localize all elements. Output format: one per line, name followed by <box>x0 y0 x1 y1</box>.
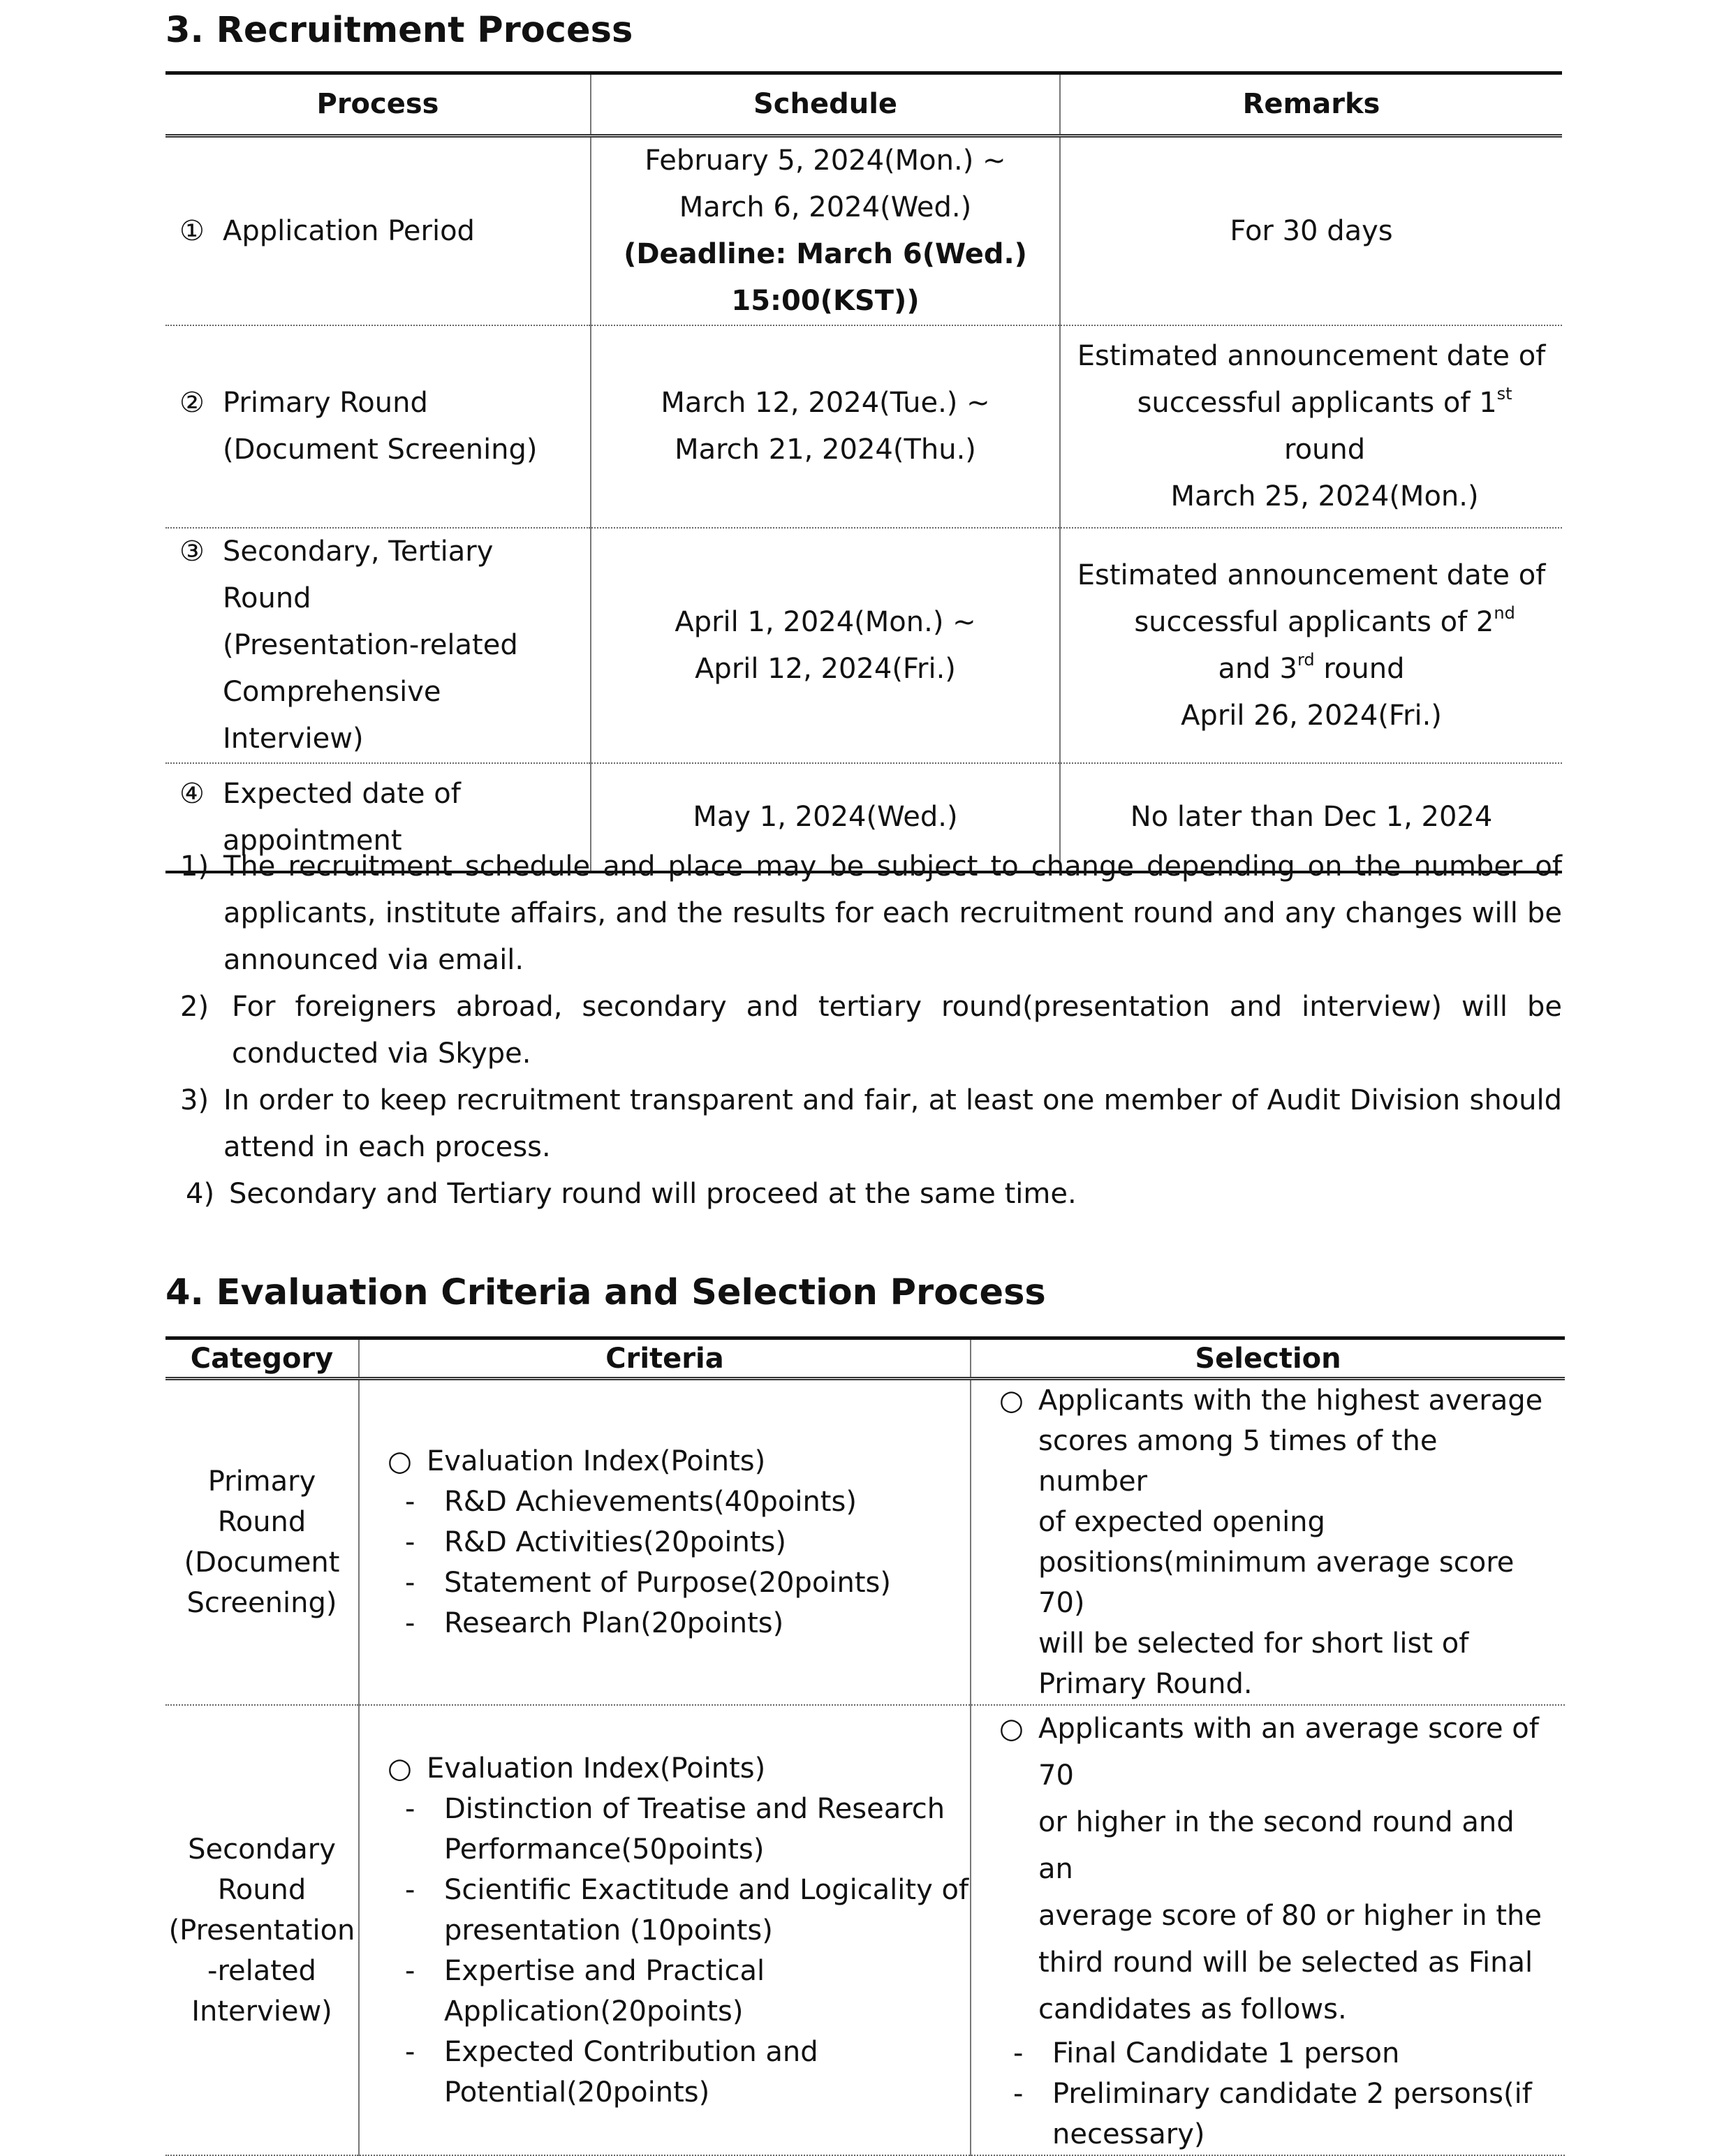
process-text: Primary Round (Document Screening) <box>223 387 538 466</box>
note-text: The recruitment schedule and place may be subject to change depending on the number of applicants, institute affairs, and the results for each recruitment round and any changes will be announced via email. <box>223 850 1562 976</box>
note-text: Secondary and Tertiary round will proceed at the same time. <box>229 1178 1077 1210</box>
list-item: - Expertise and Practical Application(20points) <box>405 1954 765 2028</box>
note-text: For foreigners abroad, secondary and tertiary round(presentation and interview) will be conducted via Skype. <box>232 991 1562 1070</box>
note-item <box>180 1171 1562 1218</box>
process-cell <box>165 528 591 763</box>
note-number: 4) <box>186 1178 215 1210</box>
table-row <box>165 1705 1565 2155</box>
schedule-cell: April 1, 2024(Mon.) ~ April 12, 2024(Fri.) <box>591 528 1060 763</box>
list-item: - Scientific Exactitude and Logicality of presentation (10points) <box>405 1873 969 1947</box>
selection-cell: ○ Applicants with an average score of 70 or higher in the second round and an average score of 80 or higher in the third round will be selected as Final candidates as follows. - Final Candidate 1 person - Preliminary candidate 2 persons(if necessary) <box>971 1705 1565 2155</box>
process-text: Secondary, Tertiary Round (Presentation-related Comprehensive Interview) <box>223 536 518 755</box>
remarks-cell: Estimated announcement date of successful applicants of 1st round March 25, 2024(Mon.) <box>1060 325 1562 528</box>
bullet-circle: ○ <box>388 1445 412 1477</box>
list-item: - Expected Contribution and Potential(20points) <box>405 2035 818 2109</box>
list-item: - R&D Activities(20points) <box>405 1526 786 1558</box>
column-header-selection: Selection <box>971 1338 1565 1379</box>
note-number: 3) <box>180 1084 209 1116</box>
criteria-cell: ○ Evaluation Index(Points) - R&D Achievements(40points) - R&D Activities(20points) - Statement of Purpose(20points) - Research Plan(20points) <box>359 1379 971 1706</box>
schedule-cell: March 12, 2024(Tue.) ~ March 21, 2024(Thu.) <box>591 325 1060 528</box>
schedule-cell: February 5, 2024(Mon.) ~ March 6, 2024(Wed.) (Deadline: March 6(Wed.) 15:00(KST)) <box>591 136 1060 326</box>
note-number: 2) <box>180 991 209 1023</box>
process-cell <box>165 325 591 528</box>
remarks-cell: For 30 days <box>1060 136 1562 326</box>
table-row <box>165 136 1562 326</box>
category-cell: Primary Round (Document Screening) <box>165 1379 359 1706</box>
step-number: ② <box>179 387 205 419</box>
step-number: ④ <box>179 777 205 810</box>
note-item <box>180 843 1562 984</box>
note-number: 1) <box>180 850 209 883</box>
process-cell <box>165 136 591 326</box>
note-item <box>180 1077 1562 1171</box>
bullet-circle: ○ <box>388 1752 412 1785</box>
table-header-row <box>165 73 1562 136</box>
section-title-evaluation-criteria: 4. Evaluation Criteria and Selection Process <box>165 1272 1046 1313</box>
section-title-recruitment-process: 3. Recruitment Process <box>165 10 633 51</box>
note-item <box>180 984 1562 1077</box>
list-item: - Preliminary candidate 2 persons(if necessary) <box>1013 2078 1532 2150</box>
column-header-schedule: Schedule <box>591 73 1060 136</box>
column-header-remarks: Remarks <box>1060 73 1562 136</box>
table-header-row <box>165 1338 1565 1379</box>
table-row <box>165 325 1562 528</box>
bullet-circle: ○ <box>999 1713 1024 1745</box>
bullet-circle: ○ <box>999 1385 1024 1417</box>
remarks-cell: Estimated announcement date of successful applicants of 2nd and 3rd round April 26, 2024(Fri.) <box>1060 528 1562 763</box>
step-number: ① <box>179 214 205 247</box>
table-row <box>165 1379 1565 1706</box>
schedule-cell: May 1, 2024(Wed.) <box>591 763 1060 872</box>
column-header-process: Process <box>165 73 591 136</box>
list-item: - Final Candidate 1 person <box>1013 2037 1400 2069</box>
table-row <box>165 528 1562 763</box>
recruitment-notes <box>180 843 1562 1218</box>
evaluation-criteria-table <box>165 1336 1565 2156</box>
recruitment-process-table <box>165 71 1562 873</box>
process-text: Application Period <box>223 214 475 247</box>
list-item: - Research Plan(20points) <box>405 1607 784 1639</box>
criteria-cell: ○ Evaluation Index(Points) - Distinction of Treatise and Research Performance(50points) - Scientific Exactitude and Logicality of presentation (10points) - Expertise and Practical Application(20points) - Expected Contribution and Potential(20points) <box>359 1705 971 2155</box>
list-item: - Statement of Purpose(20points) <box>405 1567 891 1599</box>
process-text: Expected date of appointment <box>223 777 461 857</box>
list-item: - Distinction of Treatise and Research Performance(50points) <box>405 1792 945 1866</box>
column-header-criteria: Criteria <box>359 1338 971 1379</box>
column-header-category: Category <box>165 1338 359 1379</box>
list-item: - R&D Achievements(40points) <box>405 1486 857 1518</box>
remarks-cell: No later than Dec 1, 2024 <box>1060 763 1562 872</box>
category-cell: Secondary Round (Presentation -related Interview) <box>165 1705 359 2155</box>
step-number: ③ <box>179 536 205 568</box>
note-text: In order to keep recruitment transparent and fair, at least one member of Audit Division should attend in each process. <box>223 1084 1562 1163</box>
selection-cell: ○ Applicants with the highest average scores among 5 times of the number of expected opening positions(minimum average score 70) will be selected for short list of Primary Round. <box>971 1379 1565 1706</box>
